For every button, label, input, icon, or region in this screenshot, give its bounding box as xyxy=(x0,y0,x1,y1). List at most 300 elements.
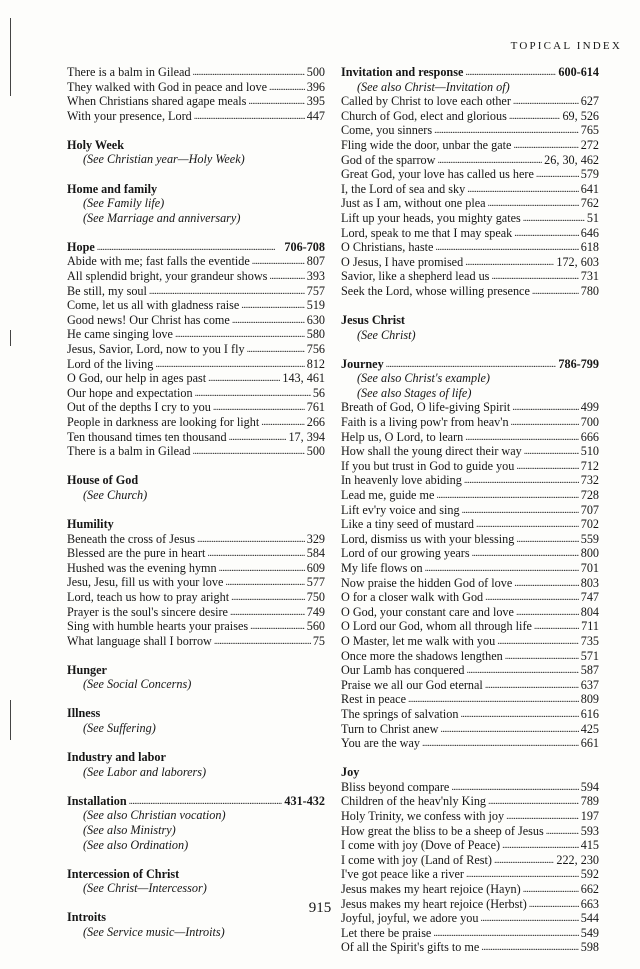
index-entry xyxy=(341,546,599,561)
entry-title: What language shall I borrow xyxy=(67,633,212,648)
index-entry xyxy=(341,284,599,299)
index-section xyxy=(341,313,599,342)
entry-pages: 761 xyxy=(306,400,325,415)
entry-title: I, the Lord of sea and sky xyxy=(341,181,466,196)
cross-reference: (See Service music—Introits) xyxy=(83,925,225,939)
entry-pages: 56 xyxy=(312,385,325,400)
index-entry xyxy=(341,882,599,897)
dot-leader xyxy=(433,925,578,940)
index-entry xyxy=(341,809,599,824)
entry-title: How great the bliss to be a sheep of Jesus xyxy=(341,823,544,838)
entry-title: With your presence, Lord xyxy=(67,108,192,123)
index-entry xyxy=(341,692,599,707)
index-section xyxy=(67,138,325,167)
index-entry xyxy=(341,167,599,182)
dot-leader xyxy=(523,210,585,225)
index-entry xyxy=(67,400,325,415)
entry-title: Great God, your love has called us here xyxy=(341,167,534,182)
dot-leader xyxy=(261,414,304,429)
cross-reference: (See Church) xyxy=(83,487,148,502)
cross-reference: (See Christian year—Holy Week) xyxy=(83,152,245,167)
index-entry xyxy=(341,211,599,226)
index-entry xyxy=(341,867,599,882)
index-entry xyxy=(341,444,599,459)
index-entry xyxy=(341,838,599,853)
entry-pages: 661 xyxy=(580,736,599,751)
dot-leader xyxy=(464,472,579,487)
dot-leader xyxy=(476,516,579,531)
index-entry xyxy=(67,634,325,649)
entry-title: Our hope and expectation xyxy=(67,385,193,400)
entry-title: Blessed are the pure in heart xyxy=(67,546,206,561)
entry-pages: 75 xyxy=(312,633,325,648)
entry-title: Rest in peace xyxy=(341,692,406,707)
index-entry xyxy=(67,342,325,357)
entry-pages: 809 xyxy=(580,692,599,707)
entry-title: My life flows on xyxy=(341,561,423,575)
index-section xyxy=(67,517,325,648)
dot-leader xyxy=(269,268,304,283)
dot-leader xyxy=(232,312,305,327)
dot-leader xyxy=(175,326,305,341)
entry-title: Jesus, Savior, Lord, now to you I fly xyxy=(67,342,245,356)
entry-pages: 510 xyxy=(580,444,599,459)
cross-reference: (See also Christ—Invitation of) xyxy=(357,79,510,94)
entry-pages: 800 xyxy=(580,546,599,561)
dot-leader xyxy=(197,531,305,546)
entry-title: People in darkness are looking for light xyxy=(67,414,260,429)
entry-pages: 266 xyxy=(306,414,325,429)
entry-pages: 616 xyxy=(580,706,599,721)
index-entry xyxy=(341,400,599,415)
dot-leader xyxy=(225,574,304,589)
entry-pages: 143, 461 xyxy=(282,371,325,386)
cross-reference: (See also Ordination) xyxy=(83,837,189,852)
index-entry xyxy=(67,590,325,605)
dot-leader xyxy=(532,283,579,298)
heading-pages: 786-799 xyxy=(558,356,599,371)
entry-title: Lead me, guide me xyxy=(341,488,435,503)
entry-pages: 666 xyxy=(580,429,599,444)
entry-title: Like a tiny seed of mustard xyxy=(341,517,475,532)
entry-pages: 447 xyxy=(306,108,325,123)
entry-title: Breath of God, O life-giving Spirit xyxy=(341,400,511,415)
section-heading: Industry and labor xyxy=(67,750,166,765)
cross-reference: (See also Ministry) xyxy=(83,823,176,838)
entry-pages: 69, 526 xyxy=(562,108,599,123)
dot-leader xyxy=(502,837,579,852)
entry-pages: 728 xyxy=(580,488,599,503)
cross-reference: (See also Christ's example) xyxy=(357,371,490,386)
index-entry xyxy=(341,590,599,605)
index-entry xyxy=(67,561,325,576)
dot-leader xyxy=(193,443,305,458)
index-entry xyxy=(341,109,599,124)
entry-title: Lord of our growing years xyxy=(341,546,470,561)
entry-title: Lift ev'ry voice and sing xyxy=(341,502,460,517)
entry-title: Ten thousand times ten thousand xyxy=(67,429,227,444)
entry-title: Faith is a living pow'r from heav'n xyxy=(341,415,509,430)
dot-leader xyxy=(513,93,579,108)
index-entry xyxy=(341,138,599,153)
index-section xyxy=(67,794,325,852)
entry-title: I come with joy (Dove of Peace) xyxy=(341,838,501,853)
heading-pages: 600-614 xyxy=(558,65,599,79)
index-entry xyxy=(341,663,599,678)
dot-leader xyxy=(472,545,579,560)
index-entry xyxy=(341,182,599,197)
index-entry xyxy=(67,313,325,328)
section-heading xyxy=(67,794,325,809)
dot-leader xyxy=(229,429,287,444)
entry-title: Lord, dismiss us with your blessing xyxy=(341,531,515,546)
entry-title: Now praise the hidden God of love xyxy=(341,575,513,590)
entry-title: Praise we all our God eternal xyxy=(341,677,483,692)
entry-pages: 329 xyxy=(306,531,325,546)
entry-title: Jesus makes my heart rejoice (Herbst) xyxy=(341,896,527,911)
entry-title: Once more the shadows lengthen xyxy=(341,648,503,663)
dot-leader xyxy=(546,823,579,838)
entry-pages: 747 xyxy=(580,590,599,605)
entry-title: The springs of salvation xyxy=(341,706,459,721)
heading-text: Invitation and response xyxy=(341,65,464,79)
entry-title: Church of God, elect and glorious xyxy=(341,108,507,123)
dot-leader xyxy=(230,604,305,619)
entry-pages: 731 xyxy=(580,269,599,284)
index-entry xyxy=(67,415,325,430)
index-entry xyxy=(341,707,599,722)
section-heading: Joy xyxy=(341,765,360,780)
entry-pages: 641 xyxy=(580,181,599,196)
entry-pages: 711 xyxy=(581,619,599,634)
entry-title: O Master, let me walk with you xyxy=(341,633,496,648)
entry-pages: 393 xyxy=(306,269,325,284)
cross-reference: (See also Christian vocation) xyxy=(83,808,226,823)
dot-leader xyxy=(467,662,579,677)
entry-title: Out of the depths I cry to you xyxy=(67,400,211,415)
section-heading: Hunger xyxy=(67,662,107,677)
entry-pages: 222, 230 xyxy=(556,852,599,867)
dot-leader xyxy=(97,239,283,254)
dot-leader xyxy=(524,443,579,458)
entry-pages: 803 xyxy=(580,575,599,590)
index-entry xyxy=(341,619,599,634)
dot-leader xyxy=(386,356,557,371)
dot-leader xyxy=(509,108,561,123)
entry-title: O Christians, haste xyxy=(341,240,434,255)
entry-pages: 592 xyxy=(580,867,599,882)
index-entry xyxy=(67,65,325,80)
entry-pages: 757 xyxy=(306,283,325,298)
entry-pages: 560 xyxy=(306,619,325,634)
dot-leader xyxy=(195,385,311,400)
entry-pages: 712 xyxy=(580,458,599,473)
index-entry xyxy=(67,575,325,590)
dot-leader xyxy=(231,589,305,604)
index-section xyxy=(67,706,325,735)
margin-mark xyxy=(10,330,11,346)
entry-title: Seek the Lord, whose willing presence xyxy=(341,283,530,298)
entry-title: Lord of the living xyxy=(67,356,154,371)
entry-title: I've got peace like a river xyxy=(341,867,464,882)
entry-pages: 732 xyxy=(580,473,599,488)
entry-pages: 762 xyxy=(580,196,599,211)
section-heading: Home and family xyxy=(67,181,158,196)
entry-pages: 735 xyxy=(580,633,599,648)
entry-pages: 580 xyxy=(306,327,325,342)
entry-pages: 637 xyxy=(580,677,599,692)
index-entry xyxy=(67,327,325,342)
entry-title: All splendid bright, your grandeur shows xyxy=(67,269,268,284)
dot-leader xyxy=(514,225,578,240)
entry-title: Fling wide the door, unbar the gate xyxy=(341,137,512,152)
dot-leader xyxy=(516,458,578,473)
index-entry xyxy=(67,109,325,124)
dot-leader xyxy=(460,706,578,721)
index-entry xyxy=(341,503,599,518)
entry-pages: 559 xyxy=(580,531,599,546)
entry-title: Lift up your heads, you mighty gates xyxy=(341,210,521,225)
dot-leader xyxy=(437,152,542,167)
index-entry xyxy=(341,255,599,270)
index-entry xyxy=(341,634,599,649)
dot-leader xyxy=(466,866,579,881)
section-heading: House of God xyxy=(67,473,139,488)
index-section xyxy=(67,182,325,226)
entry-title: Jesu, Jesu, fill us with your love xyxy=(67,575,224,590)
entry-title: Children of the heav'nly King xyxy=(341,794,487,809)
dot-leader xyxy=(462,502,579,517)
index-entry xyxy=(341,926,599,941)
entry-pages: 549 xyxy=(580,925,599,940)
entry-title: Bliss beyond compare xyxy=(341,779,450,794)
dot-leader xyxy=(213,399,305,414)
entry-title: Holy Trinity, we confess with joy xyxy=(341,809,505,823)
index-entry xyxy=(67,605,325,620)
dot-leader xyxy=(435,239,578,254)
dot-leader xyxy=(465,429,579,444)
entry-title: Good news! Our Christ has come xyxy=(67,312,230,327)
index-section xyxy=(67,867,325,896)
entry-title: Called by Christ to love each other xyxy=(341,94,511,109)
index-entry xyxy=(341,824,599,839)
dot-leader xyxy=(208,370,280,385)
index-entry xyxy=(67,430,325,445)
index-entry xyxy=(67,80,325,95)
index-entry xyxy=(341,94,599,109)
index-entry xyxy=(67,371,325,386)
dot-leader xyxy=(505,648,579,663)
dot-leader xyxy=(494,852,554,867)
dot-leader xyxy=(497,633,579,648)
entry-title: Of all the Spirit's gifts to me xyxy=(341,940,480,955)
cross-reference: (See Christ—Intercessor) xyxy=(83,881,207,896)
entry-pages: 749 xyxy=(306,604,325,619)
entry-title: Prayer is the soul's sincere desire xyxy=(67,604,228,619)
entry-pages: 702 xyxy=(580,517,599,532)
index-entry xyxy=(67,444,325,459)
cross-reference: (See also Stages of life) xyxy=(357,385,472,400)
dot-leader xyxy=(436,487,578,502)
index-entry xyxy=(67,94,325,109)
cross-reference: (See Family life) xyxy=(83,196,165,211)
index-entry xyxy=(341,269,599,284)
index-entry xyxy=(341,415,599,430)
dot-leader xyxy=(516,604,579,619)
dot-leader xyxy=(488,793,579,808)
dot-leader xyxy=(485,677,579,692)
dot-leader xyxy=(465,254,554,269)
heading-text: Installation xyxy=(67,793,127,808)
index-entry xyxy=(341,649,599,664)
entry-pages: 519 xyxy=(306,298,325,313)
dot-leader xyxy=(250,618,305,633)
dot-leader xyxy=(214,633,311,648)
index-entry xyxy=(341,561,599,576)
entry-title: Hushed was the evening hymn xyxy=(67,560,217,575)
entry-title: I come with joy (Land of Rest) xyxy=(341,852,492,867)
index-entry xyxy=(341,678,599,693)
index-entry xyxy=(341,853,599,868)
dot-leader xyxy=(514,575,578,590)
entry-pages: 765 xyxy=(580,123,599,138)
entry-pages: 425 xyxy=(580,721,599,736)
entry-title: Lord, speak to me that I may speak xyxy=(341,225,513,240)
dot-leader xyxy=(523,881,579,896)
entry-title: There is a balm in Gilead xyxy=(67,65,191,79)
dot-leader xyxy=(207,545,304,560)
entry-pages: 577 xyxy=(306,575,325,590)
dot-leader xyxy=(506,808,579,823)
entry-pages: 500 xyxy=(306,65,325,79)
dot-leader xyxy=(422,735,579,750)
dot-leader xyxy=(440,721,578,736)
dot-leader xyxy=(513,137,578,152)
index-entry xyxy=(341,532,599,547)
entry-title: O Jesus, I have promised xyxy=(341,254,464,269)
dot-leader xyxy=(149,283,305,298)
entry-pages: 17, 394 xyxy=(288,429,325,444)
entry-pages: 804 xyxy=(580,604,599,619)
index-entry xyxy=(341,940,599,955)
entry-title: If you but trust in God to guide you xyxy=(341,458,515,473)
index-entry xyxy=(341,605,599,620)
cross-reference: (See Marriage and anniversary) xyxy=(83,210,241,225)
entry-title: There is a balm in Gilead xyxy=(67,444,191,459)
entry-title: When Christians shared agape meals xyxy=(67,94,247,109)
entry-title: Sing with humble hearts your praises xyxy=(67,619,249,634)
index-section xyxy=(67,240,325,459)
entry-pages: 587 xyxy=(580,663,599,678)
entry-title: Lord, teach us how to pray aright xyxy=(67,589,230,604)
dot-leader xyxy=(193,64,305,79)
entry-title: How shall the young direct their way xyxy=(341,444,522,459)
entry-title: O for a closer walk with God xyxy=(341,590,484,605)
entry-title: They walked with God in peace and love xyxy=(67,79,268,94)
index-entry xyxy=(341,123,599,138)
margin-mark xyxy=(10,700,11,740)
index-entry xyxy=(341,240,599,255)
cross-reference: (See Social Concerns) xyxy=(83,677,192,692)
entry-pages: 812 xyxy=(306,356,325,371)
heading-pages: 706-708 xyxy=(284,239,325,254)
dot-leader xyxy=(219,560,305,575)
entry-pages: 598 xyxy=(580,940,599,955)
entry-pages: 756 xyxy=(306,342,325,356)
entry-title: In heavenly love abiding xyxy=(341,473,462,488)
entry-title: Let there be praise xyxy=(341,925,432,940)
section-heading xyxy=(341,65,599,80)
entry-pages: 627 xyxy=(580,94,599,109)
entry-title: Help us, O Lord, to learn xyxy=(341,429,464,444)
entry-pages: 780 xyxy=(580,283,599,298)
entry-title: Just as I am, without one plea xyxy=(341,196,486,211)
entry-pages: 789 xyxy=(580,794,599,809)
entry-title: Be still, my soul xyxy=(67,283,147,298)
index-section xyxy=(67,750,325,779)
dot-leader xyxy=(512,399,578,414)
entry-pages: 663 xyxy=(580,896,599,911)
entry-title: Beneath the cross of Jesus xyxy=(67,531,195,546)
entry-pages: 26, 30, 462 xyxy=(544,152,599,167)
entry-pages: 609 xyxy=(306,560,325,575)
dot-leader xyxy=(247,341,305,356)
entry-title: You are the way xyxy=(341,736,420,751)
entry-pages: 395 xyxy=(306,94,325,109)
entry-title: Our Lamb has conquered xyxy=(341,663,465,678)
entry-title: Savior, like a shepherd lead us xyxy=(341,269,490,284)
dot-leader xyxy=(194,108,305,123)
index-entry xyxy=(67,298,325,313)
index-entry xyxy=(67,254,325,269)
section-heading: Introits xyxy=(67,910,107,925)
entry-pages: 396 xyxy=(306,79,325,94)
section-heading: Intercession of Christ xyxy=(67,866,180,881)
entry-pages: 707 xyxy=(580,502,599,517)
entry-pages: 630 xyxy=(306,312,325,327)
heading-text: Hope xyxy=(67,239,95,254)
entry-pages: 594 xyxy=(580,779,599,794)
dot-leader xyxy=(451,779,578,794)
section-heading: Humility xyxy=(67,516,114,531)
section-heading: Jesus Christ xyxy=(341,313,405,327)
entry-title: O Lord our God, whom all through life xyxy=(341,619,532,634)
entry-title: Come, let us all with gladness raise xyxy=(67,298,240,313)
heading-pages: 431-432 xyxy=(284,793,325,808)
index-section xyxy=(341,65,599,299)
index-entry xyxy=(341,780,599,795)
index-entry xyxy=(341,488,599,503)
entry-title: O God, our help in ages past xyxy=(67,371,207,386)
index-entry xyxy=(67,269,325,284)
index-section xyxy=(341,765,599,955)
entry-pages: 544 xyxy=(580,911,599,926)
entry-title: He came singing love xyxy=(67,327,173,342)
index-section xyxy=(67,663,325,692)
dot-leader xyxy=(434,122,579,137)
entry-title: Abide with me; fast falls the eventide xyxy=(67,254,250,269)
entry-pages: 618 xyxy=(580,240,599,255)
entry-pages: 499 xyxy=(580,400,599,415)
entry-pages: 272 xyxy=(580,137,599,152)
entry-pages: 197 xyxy=(580,809,599,823)
index-entry xyxy=(67,532,325,547)
index-entry xyxy=(341,736,599,751)
entry-pages: 646 xyxy=(580,225,599,240)
dot-leader xyxy=(465,64,556,79)
entry-pages: 700 xyxy=(580,415,599,430)
entry-title: God of the sparrow xyxy=(341,152,436,167)
